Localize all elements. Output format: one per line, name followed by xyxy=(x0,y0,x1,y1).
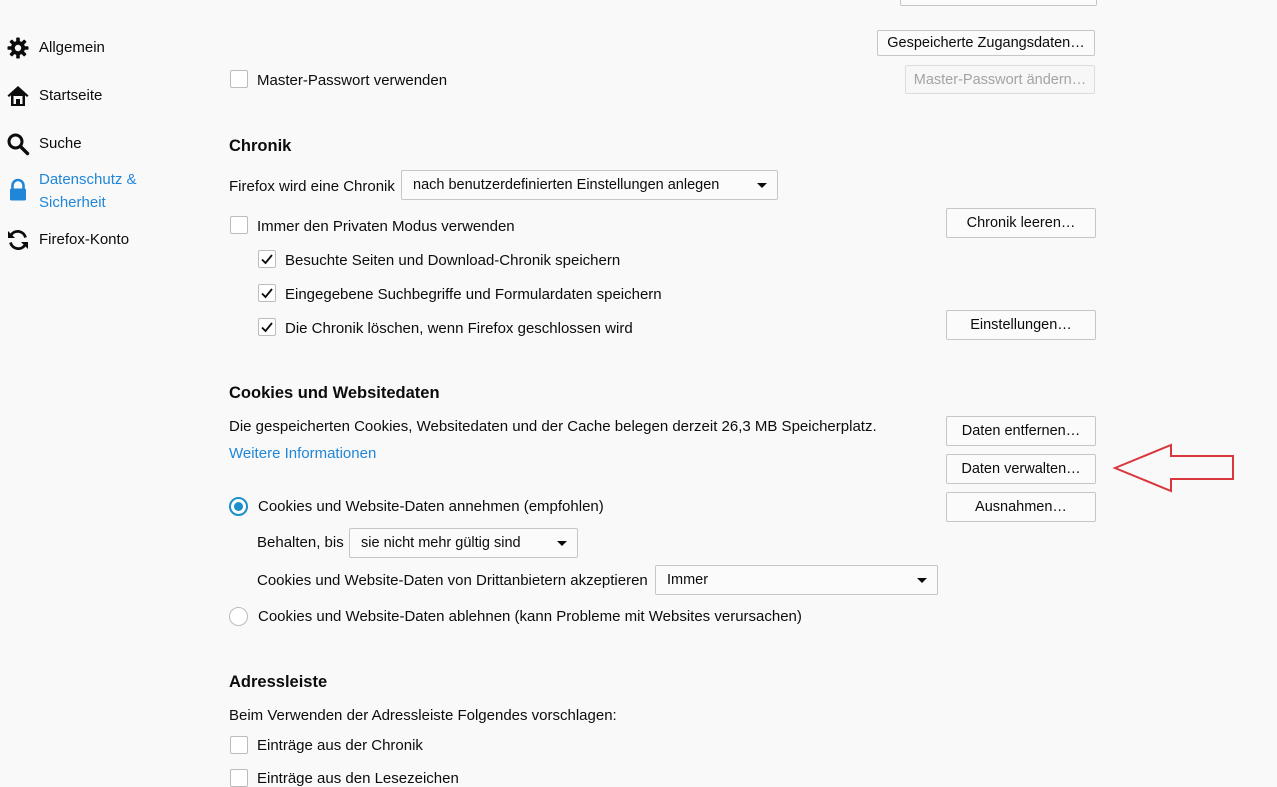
suggest-bookmarks-label: Einträge aus den Lesezeichen xyxy=(257,770,459,787)
accept-cookies-label: Cookies und Website-Daten annehmen (empfohlen) xyxy=(258,498,604,515)
visited-pages-checkbox[interactable] xyxy=(258,250,276,268)
lock-icon xyxy=(6,178,30,202)
address-bar-description: Beim Verwenden der Adressleiste Folgendes vorschlagen: xyxy=(229,707,617,724)
cookies-description: Die gespeicherten Cookies, Websitedaten und der Cache belegen derzeit 26,3 MB Speicherplatz. xyxy=(229,418,877,435)
chevron-down-icon xyxy=(557,541,567,546)
saved-logins-button[interactable]: Gespeicherte Zugangsdaten… xyxy=(877,30,1095,56)
private-mode-label: Immer den Privaten Modus verwenden xyxy=(257,218,515,235)
history-mode-select[interactable] xyxy=(401,170,778,200)
clear-on-close-label: Die Chronik löschen, wenn Firefox geschlossen wird xyxy=(285,320,633,337)
chevron-down-icon xyxy=(757,183,767,188)
clear-data-button[interactable]: Daten entfernen… xyxy=(946,416,1096,446)
block-cookies-label: Cookies und Website-Daten ablehnen (kann Probleme mit Websites verursachen) xyxy=(258,608,802,625)
third-party-value: Immer xyxy=(667,572,709,588)
learn-more-link[interactable]: Weitere Informationen xyxy=(229,445,377,462)
keep-until-value: sie nicht mehr gültig sind xyxy=(361,535,521,551)
sidebar-item-privacy[interactable] xyxy=(6,168,137,214)
manage-data-button[interactable]: Daten verwalten… xyxy=(946,454,1096,484)
suggest-history-label: Einträge aus der Chronik xyxy=(257,737,423,754)
cut-off-button[interactable] xyxy=(900,0,1097,6)
chevron-down-icon xyxy=(917,578,927,583)
sync-icon xyxy=(6,228,30,252)
home-icon xyxy=(6,84,30,108)
gear-icon xyxy=(6,36,30,60)
history-mode-label: Firefox wird eine Chronik xyxy=(229,178,395,195)
master-password-checkbox[interactable] xyxy=(230,70,248,88)
sidebar-item-search[interactable] xyxy=(6,132,82,156)
accept-cookies-radio[interactable] xyxy=(229,497,248,516)
keep-until-select[interactable] xyxy=(349,528,578,558)
checkmark-icon xyxy=(260,286,274,300)
suggest-bookmarks-checkbox[interactable] xyxy=(230,769,248,787)
clear-on-close-checkbox[interactable] xyxy=(258,318,276,336)
history-settings-button[interactable]: Einstellungen… xyxy=(946,310,1096,340)
sidebar-item-label-line2: Sicherheit xyxy=(39,194,106,211)
visited-pages-label: Besuchte Seiten und Download-Chronik speichern xyxy=(285,252,621,269)
keep-until-label: Behalten, bis xyxy=(257,534,344,551)
sidebar-item-label: Suche xyxy=(39,135,82,152)
search-form-checkbox[interactable] xyxy=(258,284,276,302)
annotation-arrow-icon xyxy=(1112,442,1238,494)
search-icon xyxy=(6,132,30,156)
checkmark-icon xyxy=(260,320,274,334)
sidebar-item-label: Allgemein xyxy=(39,39,105,56)
sidebar-item-label: Firefox-Konto xyxy=(39,231,130,248)
sidebar-item-sync[interactable] xyxy=(6,228,129,252)
third-party-label: Cookies und Website-Daten von Drittanbietern akzeptieren xyxy=(257,572,648,589)
sidebar-item-label-line1: Datenschutz & xyxy=(39,171,137,188)
block-cookies-radio[interactable] xyxy=(229,607,248,626)
search-form-label: Eingegebene Suchbegriffe und Formulardaten speichern xyxy=(285,286,662,303)
address-bar-heading: Adressleiste xyxy=(229,673,328,691)
sidebar-item-label xyxy=(39,168,137,214)
exceptions-button[interactable]: Ausnahmen… xyxy=(946,492,1096,522)
history-mode-value: nach benutzerdefinierten Einstellungen anlegen xyxy=(413,177,720,193)
master-password-label: Master-Passwort verwenden xyxy=(257,72,448,89)
clear-history-button[interactable]: Chronik leeren… xyxy=(946,208,1096,238)
sidebar-item-label: Startseite xyxy=(39,87,103,104)
cookies-heading: Cookies und Websitedaten xyxy=(229,384,440,402)
sidebar-item-home[interactable] xyxy=(6,84,102,108)
suggest-history-checkbox[interactable] xyxy=(230,736,248,754)
history-heading: Chronik xyxy=(229,137,292,155)
checkmark-icon xyxy=(260,252,274,266)
change-master-password-button[interactable]: Master-Passwort ändern… xyxy=(905,65,1095,94)
sidebar-item-general[interactable] xyxy=(6,36,105,60)
private-mode-checkbox[interactable] xyxy=(230,216,248,234)
third-party-select[interactable] xyxy=(655,565,938,595)
